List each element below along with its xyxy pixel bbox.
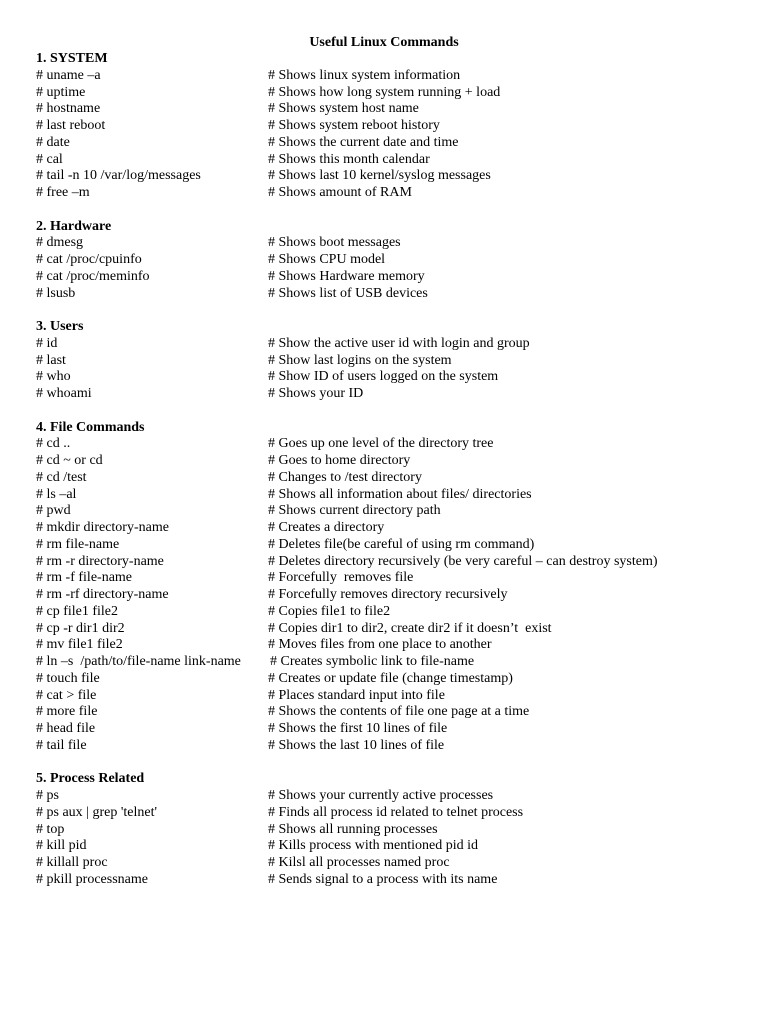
command-row bbox=[36, 269, 756, 286]
section-heading: 5. Process Related bbox=[36, 771, 145, 787]
command-description: # Shows boot messages bbox=[268, 235, 401, 251]
command-description: # Goes to home directory bbox=[268, 453, 411, 468]
command-description: # Shows your ID bbox=[268, 386, 364, 401]
command-row bbox=[36, 235, 756, 252]
command-description: # Show the active user id with login and group bbox=[268, 335, 530, 351]
command-text: # pwd bbox=[36, 503, 71, 519]
command-text: # last reboot bbox=[36, 118, 106, 133]
command-text: # rm file-name bbox=[36, 536, 120, 552]
command-text: # tail file bbox=[36, 737, 87, 753]
command-row bbox=[36, 353, 756, 370]
command-description: # Deletes file(be careful of using rm command) bbox=[268, 536, 535, 552]
command-description: # Shows list of USB devices bbox=[268, 285, 428, 301]
command-row bbox=[36, 470, 756, 487]
command-row bbox=[36, 487, 756, 504]
command-description: # Shows your currently active processes bbox=[268, 788, 494, 803]
command-description: # Shows the contents of file one page at a time bbox=[268, 704, 530, 720]
command-text: # rm -f file-name bbox=[36, 570, 133, 586]
command-description: # Shows the first 10 lines of file bbox=[268, 721, 448, 736]
command-description: # Shows the last 10 lines of file bbox=[268, 737, 445, 753]
command-text: # top bbox=[36, 821, 65, 837]
command-text: # uname –a bbox=[36, 67, 101, 83]
command-description: # Forcefully removes file bbox=[268, 570, 414, 586]
command-text: # touch file bbox=[36, 670, 100, 686]
section-heading: 3. Users bbox=[36, 319, 84, 334]
command-text: # cd ~ or cd bbox=[36, 453, 103, 468]
command-description: # Copies file1 to file2 bbox=[268, 603, 391, 619]
section-heading: 2. Hardware bbox=[36, 218, 112, 234]
command-row bbox=[36, 152, 756, 169]
command-description: # Moves files from one place to another bbox=[268, 637, 492, 653]
command-description: # Changes to /test directory bbox=[268, 469, 422, 485]
command-description: # Shows amount of RAM bbox=[268, 185, 412, 200]
command-row bbox=[36, 554, 756, 571]
command-description: # Shows this month calendar bbox=[268, 151, 430, 167]
document-title: Useful Linux Commands bbox=[309, 35, 459, 50]
command-text: # cp -r dir1 dir2 bbox=[36, 620, 125, 636]
command-description: # Finds all process id related to telnet process bbox=[268, 804, 524, 820]
command-description: # Copies dir1 to dir2, create dir2 if it doesn’t exist bbox=[268, 620, 552, 636]
command-text: # who bbox=[36, 369, 71, 385]
command-description: # Shows all information about files/ directories bbox=[268, 486, 532, 502]
command-row bbox=[36, 654, 756, 671]
command-text: # rm -rf directory-name bbox=[36, 587, 169, 602]
command-row bbox=[36, 503, 756, 520]
document-content bbox=[36, 51, 756, 889]
command-row bbox=[36, 336, 756, 353]
section-spacer bbox=[36, 202, 756, 219]
command-description: # Show ID of users logged on the system bbox=[268, 369, 499, 385]
command-text: # ps bbox=[36, 788, 59, 803]
command-description: # Shows Hardware memory bbox=[268, 268, 425, 284]
command-row bbox=[36, 587, 756, 604]
command-description: # Shows how long system running + load bbox=[268, 84, 501, 100]
command-row bbox=[36, 671, 756, 688]
section-heading: 1. SYSTEM bbox=[36, 51, 108, 66]
command-text: # kill pid bbox=[36, 838, 87, 854]
command-description: # Shows current directory path bbox=[268, 503, 441, 519]
command-description: # Shows linux system information bbox=[268, 67, 461, 83]
command-text: # cat /proc/meminfo bbox=[36, 268, 150, 284]
command-row bbox=[36, 135, 756, 152]
command-description: # Shows CPU model bbox=[268, 252, 386, 267]
section-heading: 4. File Commands bbox=[36, 419, 145, 435]
command-row bbox=[36, 286, 756, 303]
command-row bbox=[36, 436, 756, 453]
command-text: # cat /proc/cpuinfo bbox=[36, 252, 142, 267]
command-row bbox=[36, 185, 756, 202]
command-description: # Creates a directory bbox=[268, 520, 385, 535]
command-description: # Shows system reboot history bbox=[268, 118, 440, 133]
command-text: # free –m bbox=[36, 185, 90, 200]
command-description: # Goes up one level of the directory tree bbox=[268, 436, 494, 452]
command-text: # lsusb bbox=[36, 285, 76, 301]
command-description: # Shows last 10 kernel/syslog messages bbox=[268, 168, 491, 184]
command-row bbox=[36, 118, 756, 135]
command-row bbox=[36, 721, 756, 738]
command-text: # ls –al bbox=[36, 486, 77, 502]
command-description: # Deletes directory recursively (be very careful – can destroy system) bbox=[268, 553, 658, 569]
command-row bbox=[36, 872, 756, 889]
command-text: # ln –s /path/to/file-name link-name bbox=[36, 654, 241, 669]
command-text: # cp file1 file2 bbox=[36, 603, 119, 619]
command-row bbox=[36, 621, 756, 638]
command-row bbox=[36, 838, 756, 855]
section-spacer bbox=[36, 755, 756, 772]
command-row bbox=[36, 738, 756, 755]
command-description: # Creates symbolic link to file-name bbox=[270, 654, 475, 669]
command-text: # cal bbox=[36, 151, 63, 167]
command-text: # mv file1 file2 bbox=[36, 637, 123, 653]
command-text: # dmesg bbox=[36, 235, 84, 251]
command-row bbox=[36, 570, 756, 587]
command-row bbox=[36, 101, 756, 118]
command-text: # date bbox=[36, 134, 70, 150]
command-row bbox=[36, 637, 756, 654]
command-row bbox=[36, 604, 756, 621]
command-row bbox=[36, 704, 756, 721]
command-description: # Creates or update file (change timestamp) bbox=[268, 670, 513, 686]
command-text: # uptime bbox=[36, 84, 86, 100]
command-row bbox=[36, 453, 756, 470]
command-text: # head file bbox=[36, 721, 96, 736]
command-text: # more file bbox=[36, 704, 98, 720]
command-row bbox=[36, 85, 756, 102]
command-text: # hostname bbox=[36, 101, 101, 117]
command-description: # Shows all running processes bbox=[268, 821, 438, 837]
command-text: # cd .. bbox=[36, 436, 71, 452]
command-text: # cd /test bbox=[36, 469, 87, 485]
command-description: # Shows the current date and time bbox=[268, 134, 459, 150]
command-description: # Shows system host name bbox=[268, 101, 419, 117]
command-text: # whoami bbox=[36, 386, 92, 401]
command-row bbox=[36, 855, 756, 872]
command-description: # Show last logins on the system bbox=[268, 352, 452, 368]
command-row bbox=[36, 537, 756, 554]
command-text: # killall proc bbox=[36, 855, 108, 870]
command-text: # mkdir directory-name bbox=[36, 520, 169, 535]
command-description: # Kills process with mentioned pid id bbox=[268, 838, 478, 854]
command-description: # Forcefully removes directory recursively bbox=[268, 587, 508, 602]
command-row bbox=[36, 822, 756, 839]
command-text: # pkill processname bbox=[36, 871, 148, 887]
command-text: # cat > file bbox=[36, 687, 97, 703]
command-row bbox=[36, 369, 756, 386]
command-row bbox=[36, 520, 756, 537]
command-row bbox=[36, 252, 756, 269]
command-row bbox=[36, 68, 756, 85]
command-text: # tail -n 10 /var/log/messages bbox=[36, 168, 201, 184]
command-row bbox=[36, 788, 756, 805]
command-text: # rm -r directory-name bbox=[36, 553, 164, 569]
command-text: # last bbox=[36, 352, 66, 368]
command-description: # Sends signal to a process with its name bbox=[268, 871, 498, 887]
command-row bbox=[36, 805, 756, 822]
section-spacer bbox=[36, 302, 756, 319]
command-row bbox=[36, 386, 756, 403]
section-spacer bbox=[36, 403, 756, 420]
command-row bbox=[36, 168, 756, 185]
command-text: # id bbox=[36, 335, 58, 351]
command-description: # Places standard input into file bbox=[268, 687, 445, 703]
command-row bbox=[36, 688, 756, 705]
command-text: # ps aux | grep 'telnet' bbox=[36, 804, 157, 820]
command-description: # Kilsl all processes named proc bbox=[268, 855, 450, 870]
